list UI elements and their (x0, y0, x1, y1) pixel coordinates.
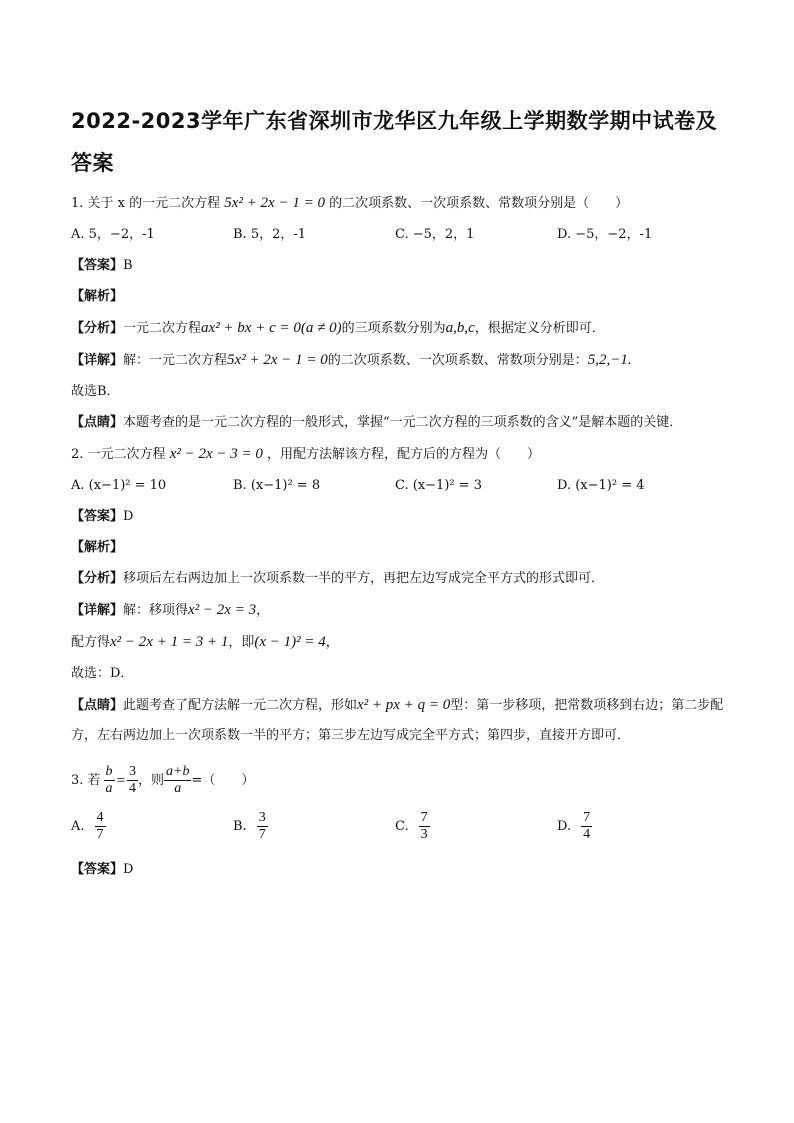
analysis-tag: 【解析】 (71, 289, 124, 304)
q1-analysis-tag (71, 288, 731, 306)
answer-tag: 【答案】 (71, 258, 124, 273)
q1-conclusion: 故选B． (71, 384, 120, 399)
q2-dianjing-equation: x² + px + q = 0 (357, 697, 451, 713)
option-label: B. (233, 818, 247, 834)
fraction-denominator: 7 (258, 827, 266, 842)
xiangjie-tag: 【详解】 (71, 353, 124, 368)
q2-option-d: D. (x−1)² = 4 (557, 478, 645, 493)
option-fraction (419, 810, 430, 843)
q2-answer (71, 508, 731, 526)
q2-peifang-before: 配方得 (71, 635, 111, 650)
q2-dianjing (71, 690, 731, 751)
q3-option-c (395, 810, 557, 843)
q2-analysis-tag (71, 539, 731, 557)
q3-stem-after: =（ ） (191, 772, 255, 788)
q2-xiangjie (71, 601, 731, 620)
q2-equation: x² − 2x − 3 = 0 (169, 446, 263, 462)
option-fraction (257, 810, 268, 843)
q1-fenxi (71, 319, 731, 338)
q2-option-a: A. (x−1)² = 10 (71, 478, 167, 493)
q2-conclusion: 故选：D． (71, 666, 134, 681)
q3-stem-mid: ，则 (138, 772, 165, 788)
fraction-denominator: 4 (583, 827, 591, 842)
q1-option-d: D. −5，−2，-1 (557, 227, 653, 242)
question-2-stem (71, 445, 731, 464)
fraction-denominator: a (174, 781, 182, 796)
xiangjie-tag: 【详解】 (71, 603, 124, 618)
q1-option-a: A. 5，−2，-1 (71, 227, 155, 242)
answer-tag: 【答案】 (71, 509, 124, 524)
q1-dianjing-text: 本题考查的是一元二次方程的一般形式，掌握“一元二次方程的三项系数的含义”是解本题的关键． (123, 415, 683, 430)
q1-fenxi-equation: ax² + bx + c = 0(a ≠ 0) (201, 320, 342, 336)
question-2-options (71, 477, 731, 495)
question-1-options (71, 226, 731, 244)
q2-option-c: C. (x−1)² = 3 (395, 478, 483, 493)
option-fraction (581, 810, 592, 843)
q2-option-b: B. (x−1)² = 8 (233, 478, 321, 493)
answer-tag: 【答案】 (71, 862, 124, 877)
q1-stem-before: 1. 关于 x 的一元二次方程 (71, 196, 221, 211)
q2-xiangjie-after: ， (256, 603, 270, 618)
q2-peifang-mid: ，即 (228, 635, 255, 650)
fraction-numerator: b (105, 764, 113, 779)
q1-fenxi-mid: 的三项系数分别为 (341, 321, 446, 336)
q1-xiangjie-before: 解：一元二次方程 (123, 353, 228, 368)
fraction-denominator: 7 (96, 827, 104, 842)
q3-option-b (233, 810, 395, 843)
q1-xiangjie-after: 的二次项系数、一次项系数、常数项分别是： (327, 353, 588, 368)
dianjing-tag: 【点睛】 (71, 698, 124, 713)
document-page (71, 100, 731, 892)
q2-peifang-equation-2: (x − 1)² = 4 (254, 634, 326, 650)
fraction-denominator: 3 (420, 827, 428, 842)
fenxi-tag: 【分析】 (71, 321, 124, 336)
analysis-tag: 【解析】 (71, 540, 124, 555)
q1-option-c: C. −5，2，1 (395, 227, 475, 242)
q1-dianjing (71, 414, 731, 432)
option-label: A. (71, 818, 85, 834)
fraction-numerator: 7 (583, 810, 591, 825)
q1-answer (71, 257, 731, 275)
q2-fenxi (71, 570, 731, 588)
q1-fenxi-after: ，根据定义分析即可． (474, 321, 605, 336)
q2-peifang (71, 633, 731, 652)
question-3-options (71, 810, 731, 843)
q2-stem-before: 2. 一元二次方程 (71, 447, 166, 462)
q2-dianjing-before: 此题考查了配方法解一元二次方程，形如 (123, 698, 358, 713)
fraction-denominator: a (105, 781, 113, 796)
q1-xiangjie (71, 351, 731, 370)
q1-answer-value: B (123, 258, 133, 273)
option-fraction (95, 810, 106, 843)
q1-equation: 5x² + 2x − 1 = 0 (224, 195, 325, 211)
q1-fenxi-vars: a,b,c (445, 320, 475, 336)
page-title: 2022-2023学年广东省深圳市龙华区九年级上学期数学期中试卷及答案 (71, 109, 718, 175)
q3-given-left-fraction (104, 764, 115, 797)
q3-ask-fraction (164, 764, 191, 797)
dianjing-tag: 【点睛】 (71, 415, 124, 430)
fraction-numerator: 4 (96, 810, 104, 825)
q2-stem-after: ，用配方法解该方程，配方后的方程为（ ） (267, 447, 541, 462)
q1-fenxi-text: 一元二次方程 (123, 321, 202, 336)
option-label: D. (557, 818, 572, 834)
q1-stem-after: 的二次项系数、一次项系数、常数项分别是（ ） (329, 196, 629, 211)
fraction-numerator: 3 (129, 764, 137, 779)
fenxi-tag: 【分析】 (71, 571, 124, 586)
question-1-stem (71, 194, 731, 213)
q3-stem-prefix: 3. 若 (71, 772, 101, 788)
fraction-numerator: a+b (166, 764, 190, 779)
q2-peifang-after: ， (325, 635, 339, 650)
q3-option-a (71, 810, 233, 843)
q1-option-b: B. 5，2，-1 (233, 227, 307, 242)
option-label: C. (395, 818, 409, 834)
q2-dianjing-after: 型：第一步移项，把常数项移到右边；第二步配方，左右两边加上一次项系数一半的平方；第三步左边写成完全平方式；第四步，直接开方即可． (71, 698, 724, 743)
q2-fenxi-text: 移项后左右两边加上一次项系数一半的平方，再把左边写成完全平方式的形式即可． (123, 571, 605, 586)
fraction-numerator: 3 (258, 810, 266, 825)
q3-given-equals: = (116, 772, 126, 789)
q1-xiangjie-equation: 5x² + 2x − 1 = 0 (227, 352, 328, 368)
q1-xiangjie-values: 5,2,−1. (587, 352, 632, 368)
q2-xiangjie-before: 解：移项得 (123, 603, 189, 618)
fraction-denominator: 4 (129, 781, 137, 796)
q3-answer (71, 861, 731, 879)
q2-answer-value: D (123, 509, 134, 524)
q2-xiangjie-equation: x² − 2x = 3 (188, 602, 257, 618)
fraction-numerator: 7 (420, 810, 428, 825)
q3-option-d (557, 810, 719, 843)
q3-given-right-fraction (127, 764, 138, 797)
question-3-stem (71, 764, 731, 797)
q3-answer-value: D (123, 862, 134, 877)
q2-peifang-equation: x² − 2x + 1 = 3 + 1 (110, 634, 229, 650)
